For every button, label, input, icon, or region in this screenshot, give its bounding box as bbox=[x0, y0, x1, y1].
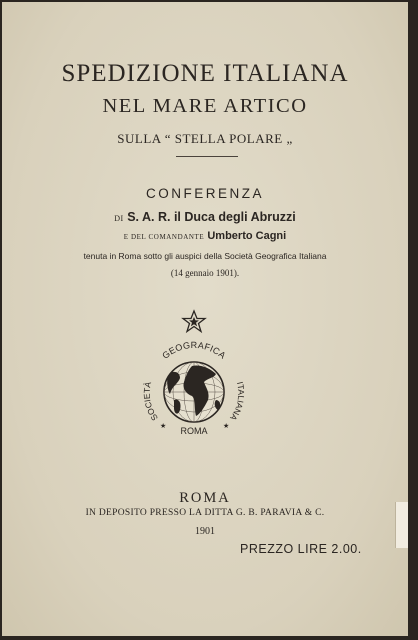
divider bbox=[176, 156, 238, 157]
title-line-2: NEL MARE ARTICO bbox=[102, 95, 308, 117]
emblem-bottom: ROMA bbox=[180, 426, 208, 436]
title-line-1: SPEDIZIONE ITALIANA bbox=[61, 60, 349, 87]
venue-line: tenuta in Roma sotto gli auspici della Società Geografica Italiana bbox=[83, 251, 327, 261]
conference-heading: CONFERENZA bbox=[145, 186, 264, 201]
coauthor-prefix: E DEL COMANDANTE bbox=[123, 233, 205, 241]
star-icon bbox=[183, 311, 205, 332]
coauthor-name: Umberto Cagni bbox=[207, 230, 287, 242]
title-line-3: SULLA “ STELLA POLARE „ bbox=[117, 131, 293, 146]
coauthor-line bbox=[2, 230, 408, 242]
author-name: S. A. R. il Duca degli Abruzzi bbox=[127, 210, 296, 224]
emblem-ornament-right: ★ bbox=[223, 422, 230, 430]
imprint-year: 1901 bbox=[195, 526, 215, 537]
imprint-city: ROMA bbox=[179, 490, 231, 506]
emblem-arc-top: GEOGRAFICA bbox=[160, 339, 228, 361]
imprint-publisher: IN DEPOSITO PRESSO LA DITTA G. B. PARAVIA & C. bbox=[85, 508, 325, 518]
emblem-arc-left: SOCIETÀ bbox=[141, 380, 160, 423]
author-line bbox=[2, 210, 408, 224]
price-label: PREZZO LIRE 2.00. bbox=[240, 542, 362, 556]
emblem-ornament-left: ★ bbox=[160, 422, 167, 430]
emblem-arc-right: ITALIANA bbox=[228, 380, 247, 423]
society-globe-emblem-icon bbox=[130, 308, 258, 446]
date-line: (14 gennaio 1901). bbox=[170, 268, 240, 278]
author-prefix: DI bbox=[114, 214, 124, 223]
book-cover bbox=[2, 2, 408, 636]
page-edge bbox=[395, 502, 408, 548]
